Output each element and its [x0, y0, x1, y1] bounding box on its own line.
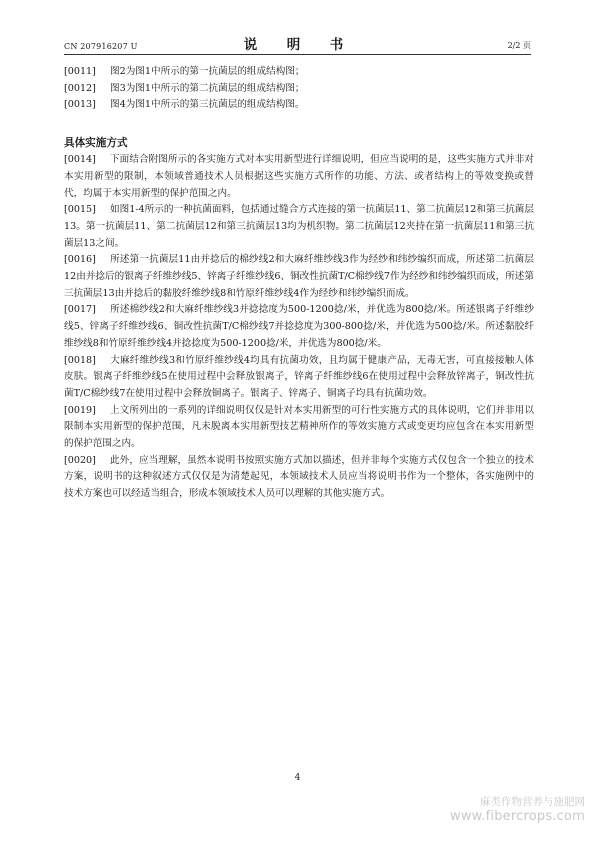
paragraph	[64, 403, 534, 453]
paragraph-text: 图4为图1中所示的第三抗菌层的组成结构图。	[110, 99, 305, 111]
page-number: 4	[294, 773, 301, 783]
paragraph-tag: [0017]	[64, 304, 96, 316]
paragraph-tag: [0015]	[64, 204, 96, 216]
watermark	[450, 794, 585, 824]
paragraph	[64, 453, 534, 503]
document-title: 说 明 书	[243, 37, 352, 53]
paragraph	[64, 152, 534, 202]
document-header	[64, 34, 531, 55]
paragraph	[64, 302, 534, 352]
paragraph-text: 图2为图1中所示的第一抗菌层的组成结构图；	[110, 66, 305, 77]
paragraph-tag: [0018]	[64, 354, 96, 366]
figure-list-item	[64, 64, 534, 81]
paragraph-tag: [0020]	[64, 454, 96, 466]
paragraph	[64, 252, 534, 302]
paragraph-tag: [0011]	[64, 66, 96, 77]
paragraph-tag: [0013]	[64, 99, 96, 111]
watermark-url: www.fibercrops.com	[449, 809, 585, 824]
paragraph	[64, 353, 534, 403]
section-heading: 具体实施方式	[64, 137, 128, 150]
document-body	[64, 64, 534, 503]
page-indicator: 2/2 页	[507, 41, 531, 50]
paragraph-text: 所述棉纱线2和大麻纤维纱线3并捻捻度为500-1200捻/米，并优选为800捻/米。所述银离子纤维纱线5、锌离子纤维纱线6、铜改性抗菌T/C棉纱线7并捻捻度为300-800捻/米，并优选为500捻/米。所述黏胶纤维纱线8和竹原纤维纱线4并捻捻度为500-1200捻/米，并优选为800捻/米。	[64, 304, 534, 349]
paragraph-text: 上文所列出的一系列的详细说明仅仅是针对本实用新型的可行性实施方式的具体说明，它们并非用以限制本实用新型的保护范围，凡未脱离本实用新型技艺精神所作的等效实施方式或变更均应包含在本实用新型的保护范围之内。	[64, 404, 534, 450]
watermark-site-name: 麻类作物营养与施肥网	[480, 796, 585, 808]
paragraph	[64, 202, 534, 252]
paragraph-text: 所述第一抗菌层11由并捻后的棉纱线2和大麻纤维纱线3作为经纱和纬纱编织而成，所述第二抗菌层12由并捻后的银离子纤维纱线5、锌离子纤维纱线6、铜改性抗菌T/C棉纱线7作为经纱和纬纱编织而成，所述第三抗菌层13由并捻后的黏胶纤维纱线8和竹原纤维纱线4作为经纱和纬纱编织而成。	[64, 254, 534, 299]
paragraph-text: 如图1-4所示的一种抗菌面料，包括通过缝合方式连接的第一抗菌层11、第二抗菌层12和第三抗菌层13。第一抗菌层11、第二抗菌层12和第三抗菌层13均为机织物。第二抗菌层12夹持在第一抗菌层11和第三抗菌层13之间。	[64, 204, 534, 249]
paragraph-text: 大麻纤维纱线3和竹原纤维纱线4均具有抗菌功效，且均属于健康产品，无毒无害，可直接接触人体皮肤。银离子纤维纱线5在使用过程中会释放银离子，锌离子纤维纱线6在使用过程中会释放锌离子，铜改性抗菌T/C棉纱线7在使用过程中会释放铜离子。银离子、锌离子、铜离子均具有抗菌功效。	[64, 354, 534, 399]
paragraph-tag: [0012]	[64, 82, 96, 94]
paragraph-tag: [0014]	[64, 154, 96, 166]
publication-number: CN 207916207 U	[64, 42, 138, 51]
paragraph-text: 下面结合附图所示的各实施方式对本实用新型进行详细说明，但应当说明的是，这些实施方式并非对本实用新型的限制，本领域普通技术人员根据这些实施方式所作的功能、方法、或者结构上的等效变换或替代，均属于本实用新型的保护范围之内。	[64, 154, 534, 199]
paragraph-tag: [0016]	[64, 254, 96, 266]
paragraph-text: 此外，应当理解，虽然本说明书按照实施方式加以描述，但并非每个实施方式仅包含一个独立的技术方案，说明书的这种叙述方式仅仅是为清楚起见，本领域技术人员应当将说明书作为一个整体，各实施例中的技术方案也可以经适当组合，形成本领域技术人员可以理解的其他实施方式。	[64, 454, 534, 500]
figure-list-item	[64, 97, 534, 114]
paragraph-text: 图3为图1中所示的第二抗菌层的组成结构图；	[110, 82, 305, 94]
figure-list-item	[64, 81, 534, 98]
paragraph-tag: [0019]	[64, 404, 96, 416]
